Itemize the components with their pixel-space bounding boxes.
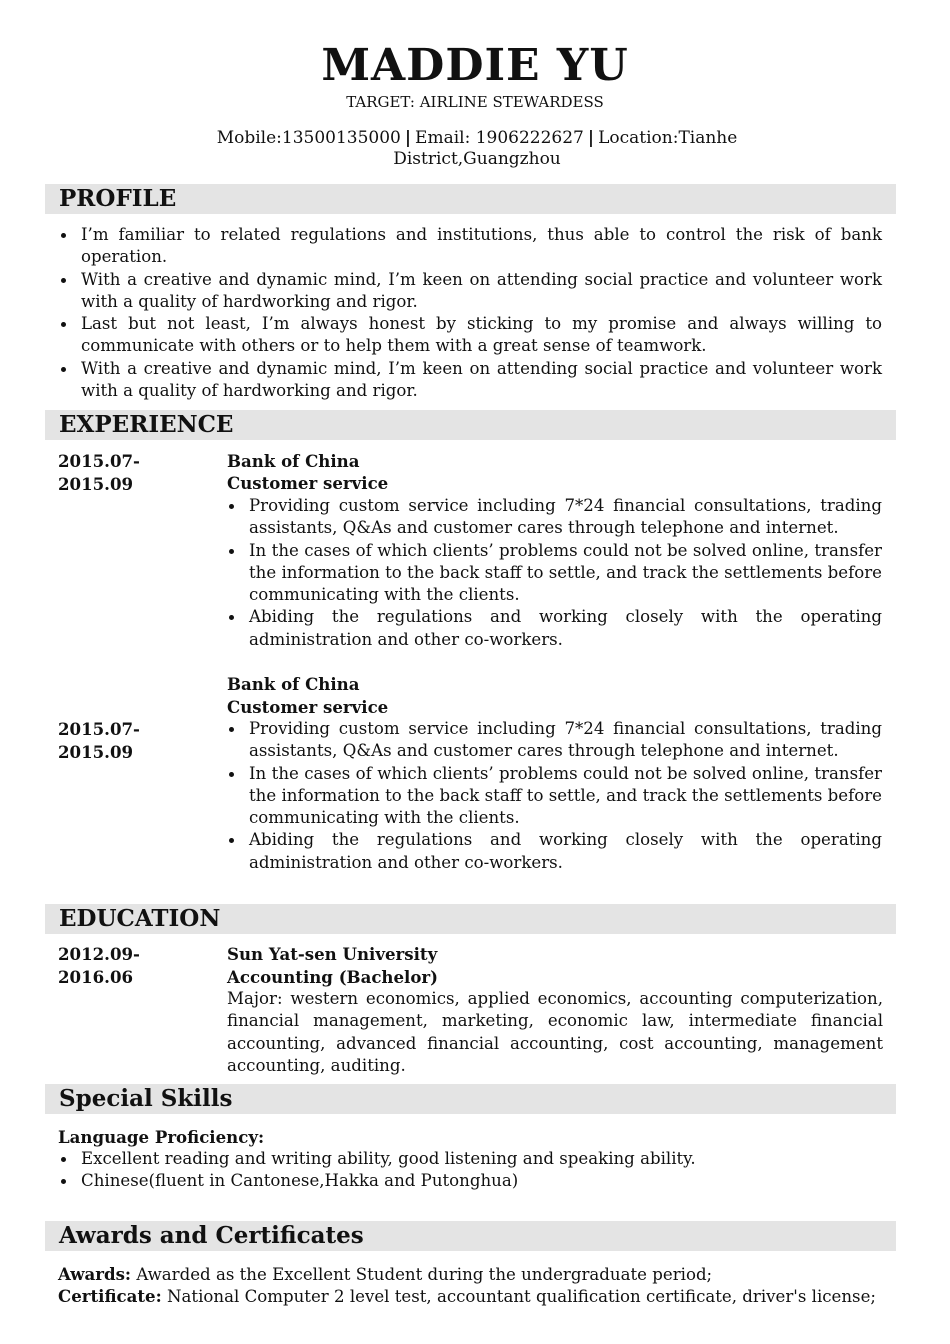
section-title: Special Skills bbox=[59, 1085, 233, 1112]
list-item: Abiding the regulations and working closely with the operating administration and other co-workers. bbox=[226, 606, 882, 651]
date-end: 2015.09 bbox=[58, 474, 134, 494]
date-start: 2015.07- bbox=[58, 451, 140, 471]
experience-bullets bbox=[226, 718, 882, 874]
separator: | bbox=[587, 128, 595, 148]
location-text: Location:Tianhe District,Guangzhou bbox=[393, 128, 738, 169]
list-item: With a creative and dynamic mind, I’m keen on attending social practice and volunteer work with a quality of hardworking and rigor. bbox=[58, 269, 882, 314]
section-header-skills bbox=[45, 1084, 896, 1114]
section-title: Awards and Certificates bbox=[59, 1222, 364, 1249]
mobile-text: Mobile:13500135000 bbox=[216, 128, 401, 148]
candidate-name: MADDIE YU bbox=[321, 40, 629, 91]
skills-list bbox=[58, 1148, 882, 1193]
education-date bbox=[58, 943, 198, 989]
list-item: With a creative and dynamic mind, I’m keen on attending social practice and volunteer work with a quality of hardworking and rigor. bbox=[58, 358, 882, 403]
profile-list bbox=[58, 224, 882, 402]
major-description: Major: western economics, applied economics, accounting computerization, financial management, marketing, economic law, intermediate financial accounting, advanced financial accounting, cost accounting, management accounting, auditing. bbox=[227, 989, 883, 1075]
section-header-profile bbox=[45, 184, 896, 214]
job-role: Customer service bbox=[227, 697, 389, 717]
awards-text: Awarded as the Excellent Student during the undergraduate period; bbox=[131, 1265, 713, 1284]
section-header-awards bbox=[45, 1221, 896, 1251]
list-item: Providing custom service including 7*24 financial consultations, trading assistants, Q&As and customer cares through telephone and internet. bbox=[226, 495, 882, 540]
experience-date bbox=[58, 450, 198, 496]
list-item: In the cases of which clients’ problems could not be solved online, transfer the information to the back staff to settle, and track the settlements before communicating with the clients. bbox=[226, 540, 882, 607]
list-item: I’m familiar to related regulations and institutions, thus able to control the risk of bank operation. bbox=[58, 224, 882, 269]
list-item: Excellent reading and writing ability, good listening and speaking ability. bbox=[58, 1148, 882, 1170]
separator: | bbox=[404, 128, 412, 148]
list-item: In the cases of which clients’ problems could not be solved online, transfer the information to the back staff to settle, and track the settlements before communicating with the clients. bbox=[226, 763, 882, 830]
certificate-line bbox=[58, 1285, 882, 1308]
job-target: TARGET: AIRLINE STEWARDESS bbox=[346, 93, 604, 111]
awards-line bbox=[58, 1263, 882, 1286]
section-title: EDUCATION bbox=[59, 905, 221, 932]
section-header-experience bbox=[45, 410, 896, 440]
section-title: EXPERIENCE bbox=[59, 411, 234, 438]
date-start: 2015.07- bbox=[58, 719, 140, 739]
section-header-education bbox=[45, 904, 896, 934]
date-end: 2016.06 bbox=[58, 967, 134, 987]
list-item: Chinese(fluent in Cantonese,Hakka and Putonghua) bbox=[58, 1170, 882, 1192]
email-text: Email: 1906222627 bbox=[415, 128, 584, 148]
awards-label: Awards: bbox=[58, 1264, 132, 1284]
experience-bullets bbox=[226, 495, 882, 651]
job-role: Customer service bbox=[227, 473, 389, 493]
contact-line bbox=[200, 128, 754, 170]
list-item: Providing custom service including 7*24 financial consultations, trading assistants, Q&As and customer cares through telephone and internet. bbox=[226, 718, 882, 763]
certificate-label: Certificate: bbox=[58, 1286, 162, 1306]
date-start: 2012.09- bbox=[58, 944, 140, 964]
degree: Accounting (Bachelor) bbox=[227, 967, 439, 987]
employer-name: Bank of China bbox=[227, 674, 360, 694]
certificate-text: National Computer 2 level test, accountant qualification certificate, driver's license; bbox=[161, 1287, 876, 1306]
school-name: Sun Yat-sen University bbox=[227, 944, 438, 964]
section-title: PROFILE bbox=[59, 185, 177, 212]
experience-date bbox=[58, 718, 198, 764]
employer-name: Bank of China bbox=[227, 451, 360, 471]
date-end: 2015.09 bbox=[58, 742, 134, 762]
list-item: Last but not least, I’m always honest by sticking to my promise and always willing to communicate with others or to help them with a great sense of teamwork. bbox=[58, 313, 882, 358]
list-item: Abiding the regulations and working closely with the operating administration and other co-workers. bbox=[226, 829, 882, 874]
skills-subtitle: Language Proficiency: bbox=[58, 1127, 265, 1147]
